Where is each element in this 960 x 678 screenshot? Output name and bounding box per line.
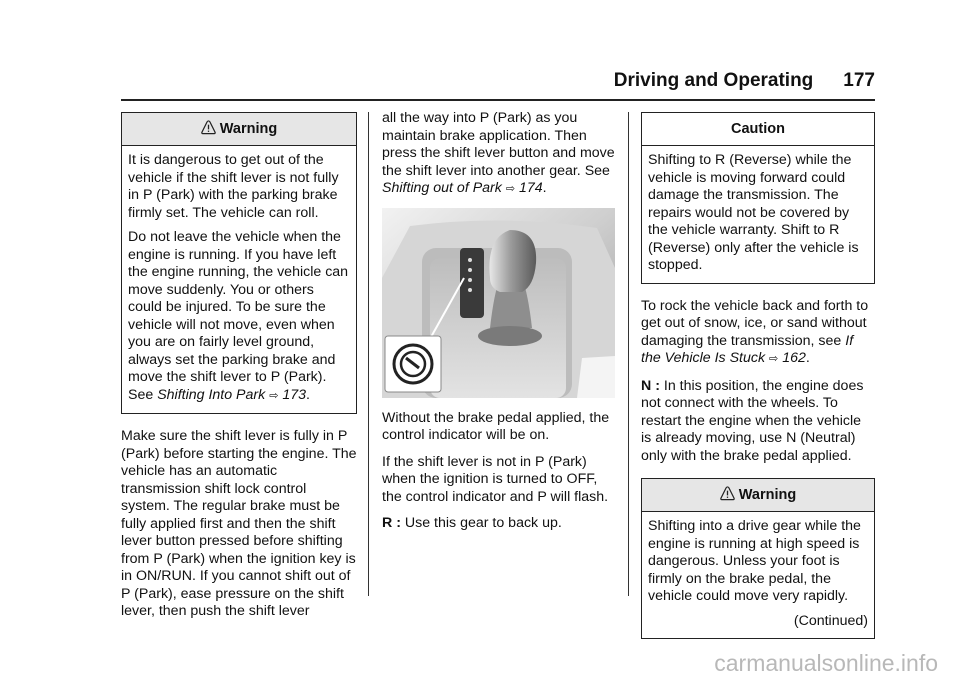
warning-header: [122, 113, 356, 146]
body-text: If the shift lever is not in P (Park) when the ignition is turned to OFF, the control indicator and P will flash.: [382, 453, 609, 505]
warning-text: It is dangerous to get out of the vehicle if the shift lever is not fully in P (Park) with the parking brake firmly set. The vehicle can roll.: [128, 152, 339, 221]
column-divider: [628, 112, 629, 596]
gear-label: R :: [382, 515, 401, 531]
cross-reference[interactable]: Shifting out of Park ⇨ 174: [382, 180, 543, 196]
page-arrow-icon: ⇨: [269, 389, 279, 402]
body-text: Without the brake pedal applied, the control indicator will be on.: [382, 409, 610, 443]
warning-icon: [201, 120, 216, 135]
section-title: Driving and Operating: [613, 70, 814, 91]
cross-reference[interactable]: If the Vehicle Is Stuck ⇨ 162: [641, 332, 854, 366]
body-text: all the way into P (Park) as you maintain brake application. Then press the shift lever button and move the shift lever into another gear. See Shifting out of Park ⇨ 174.: [382, 110, 615, 196]
warning-text: Do not leave the vehicle when the engine is running. If you have left the engine running, the vehicle can move suddenly. You or others could be injured. To be sure the vehicle will not move, even when you are on fairly level ground, always set the parking brake and move the shift lever to P (Park). See Shifting Into Park ⇨ 173.: [128, 229, 349, 403]
page-arrow-icon: ⇨: [769, 353, 779, 365]
footer-watermark: carmanualsonline.info: [714, 650, 938, 676]
caution-text: Shifting to R (Reverse) while the vehicle is moving forward could damage the transmission. The repairs would not be covered by the vehicle warranty. Shift to R (Reverse) only after the vehicle is stopped.: [648, 152, 859, 273]
warning-text: Shifting into a drive gear while the engine is running at high speed is dangerous. Unless your foot is firmly on the brake pedal, the vehicle could move very rapidly.: [648, 518, 861, 604]
page-header: [0, 70, 875, 92]
warning-title: Warning: [738, 487, 797, 503]
page-arrow-icon: ⇨: [505, 183, 516, 195]
page-number: 177: [843, 70, 875, 91]
header-rule: [121, 99, 875, 101]
caution-header: [642, 113, 874, 146]
column-3: [641, 112, 875, 639]
column-divider: [368, 112, 369, 596]
warning-title: Warning: [219, 121, 278, 137]
warning-header: [642, 479, 874, 512]
shift-lever-photo: [382, 208, 615, 398]
continued-label: (Continued): [793, 612, 868, 629]
body-text: Make sure the shift lever is fully in P (Park) before starting the engine. The vehicle has an automatic transmission shift lock control system. The regular brake must be fully applied first and then the shift lever button pressed before shifting from P (Park) when the ignition key is in ON/RUN. If you cannot shift out of P (Park), ease pressure on the shift lever, then push the shift lever: [121, 428, 357, 619]
gear-item: N : In this position, the engine does not connect with the wheels. To restart the engine when the vehicle is already moving, use N (Neutral) only with the brake pedal applied.: [641, 377, 864, 464]
caution-title: Caution: [731, 121, 785, 137]
column-2: [382, 110, 616, 542]
warning-box: [641, 478, 875, 639]
column-1: [121, 112, 357, 630]
warning-box: [121, 112, 357, 414]
caution-box: [641, 112, 875, 284]
body-text: To rock the vehicle back and forth to get out of snow, ice, or sand without damaging the transmission, see If the Vehicle Is Stuck ⇨ 162.: [641, 297, 869, 366]
gear-label: N :: [641, 377, 660, 394]
gear-item: R : Use this gear to back up.: [382, 515, 562, 531]
cross-reference[interactable]: Shifting Into Park ⇨ 173: [157, 386, 307, 403]
warning-icon: [720, 486, 735, 501]
